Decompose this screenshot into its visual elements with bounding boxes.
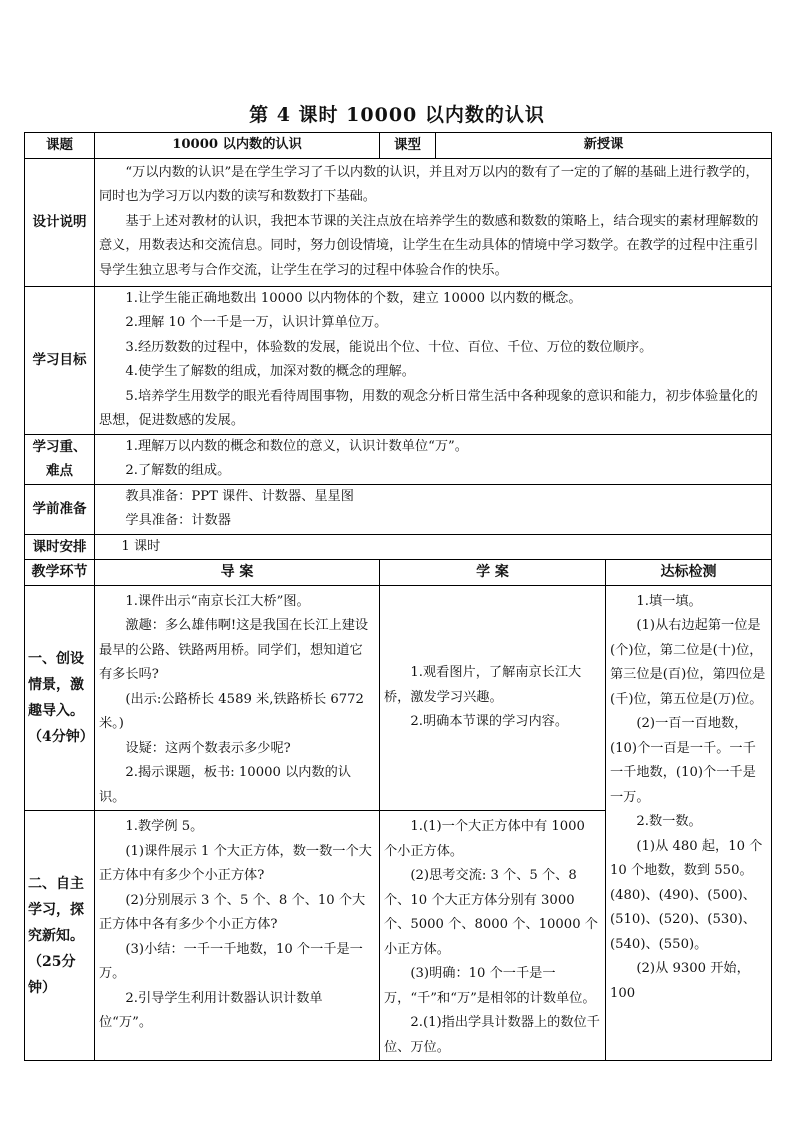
study-header: 学 案	[380, 560, 606, 586]
stage1-guide	[95, 585, 380, 811]
check-item: (2)从 9300 开始，100	[610, 961, 750, 1001]
stage1-name	[25, 585, 95, 811]
prep-row	[25, 484, 772, 534]
topic-row	[25, 133, 772, 159]
check-content	[606, 585, 772, 1061]
key-point-item: 1.理解万以内数的概念和数位的意义，认识计数单位“万”。	[125, 438, 468, 454]
schedule-value: 1 课时	[95, 534, 772, 560]
key-points-content	[95, 434, 772, 484]
stage-name-line: 究新知。	[28, 927, 84, 944]
check-item: (1)从 480 起，10 个 10 个地数，数到 550。	[610, 838, 763, 878]
stage-name-line: 情景，激	[28, 676, 84, 693]
lesson-type-label: 课型	[380, 133, 436, 159]
design-label: 设计说明	[25, 158, 95, 286]
stage-name-line: 二、自主	[28, 875, 84, 892]
stage2-name	[25, 811, 95, 1061]
study-item: (3)明确：10 个一千是一万，“千”和“万”是相邻的计数单位。	[384, 966, 596, 1006]
study-item: 1.观看图片，了解南京长江大桥，激发学习兴趣。	[384, 665, 582, 705]
guide-item: (2)分别展示 3 个、5 个、8 个、10 个大正方体中各有多少个小正方体?	[99, 892, 366, 932]
stage-header: 教学环节	[25, 560, 95, 586]
goal-item: 2.理解 10 个一千是一万，认识计算单位万。	[125, 315, 388, 330]
goals-content	[95, 286, 772, 434]
stage-name-line: 学习，探	[28, 901, 84, 918]
lesson-type-value: 新授课	[436, 133, 772, 159]
column-header-row	[25, 560, 772, 586]
stage-name-line: （25分钟）	[28, 953, 76, 996]
design-content	[95, 158, 772, 286]
stage2-study	[380, 811, 606, 1061]
schedule-label: 课时安排	[25, 534, 95, 560]
stage-name-line: 一、创设	[28, 650, 84, 667]
check-item: 1.填一填。	[636, 593, 702, 609]
study-item: (2)思考交流: 3 个、5 个、8 个、10 个大正方体分别有 3000 个、5000 个、8000 个、10000 个小正方体。	[384, 868, 598, 957]
check-item: (1)从右边起第一位是(个)位，第二位是(十)位，第三位是(百)位，第四位是(千)位，第五位是(万)位。	[610, 618, 766, 707]
key-point-item: 2.了解数的组成。	[125, 463, 231, 478]
guide-item: 激趣：多么雄伟啊!这是我国在长江上建设最早的公路、铁路两用桥。同学们，想知道它有多长吗?	[99, 618, 369, 682]
guide-item: 1.教学例 5。	[125, 819, 204, 834]
schedule-row	[25, 534, 772, 560]
goal-item: 3.经历数数的过程中，体验数的发展，能说出个位、十位、百位、千位、万位的数位顺序。	[125, 339, 653, 355]
lesson-plan-table	[24, 132, 772, 1061]
stage1-row	[25, 585, 772, 811]
key-points-label	[25, 434, 95, 484]
topic-label: 课题	[25, 133, 95, 159]
goals-label: 学习目标	[25, 286, 95, 434]
guide-item: (1)课件展示 1 个大正方体，数一数一个大正方体中有多少个小正方体?	[99, 843, 372, 883]
goal-item: 1.让学生能正确地数出 10000 以内物体的个数，建立 10000 以内数的概念。	[125, 290, 582, 306]
design-paragraph: 基于上述对教材的认识，我把本节课的关注点放在培养学生的数感和数数的策略上，结合现实的素材理解数的意义，用数表达和交流信息。同时，努力创设情境，让学生在生动具体的情境中学习数学。在教学的过程中注重引导学生独立思考与合作交流，让学生在学习的过程中体验合作的快乐。	[99, 213, 759, 278]
key-points-label-line: 学习重、	[32, 438, 87, 455]
prep-content	[95, 484, 772, 534]
key-points-row	[25, 434, 772, 484]
design-paragraph: “万以内数的认识”是在学生学习了千以内数的认识，并且对万以内的数有了一定的了解的基础上进行教学的，同时也为学习万以内数的读写和数数打下基础。	[99, 164, 759, 205]
guide-item: (出示:公路桥长 4589 米,铁路桥长 6772 米。)	[99, 691, 364, 731]
goals-row	[25, 286, 772, 434]
study-item: 2.明确本节课的学习内容。	[410, 714, 569, 729]
goal-item: 5.培养学生用数学的眼光看待周围事物，用数的观念分析日常生活中各种现象的意识和能力，初步体验量化的思想，促进数感的发展。	[99, 388, 758, 428]
guide-item: 1.课件出示“南京长江大桥”图。	[125, 593, 310, 609]
prep-item: 教具准备：PPT 课件、计数器、星星图	[125, 488, 354, 504]
stage2-guide	[95, 811, 380, 1061]
guide-item: 2.揭示课题，板书: 10000 以内数的认识。	[99, 765, 352, 805]
check-header: 达标检测	[606, 560, 772, 586]
study-item: 1.(1)一个大正方体中有 1000 个小正方体。	[384, 819, 585, 859]
stage-name-line: （4分钟）	[28, 728, 94, 745]
study-item: 2.(1)指出学具计数器上的数位千位、万位。	[384, 1015, 600, 1055]
guide-header: 导 案	[95, 560, 380, 586]
design-row	[25, 158, 772, 286]
goal-item: 4.使学生了解数的组成，加深对数的概念的理解。	[125, 364, 415, 379]
guide-item: 设疑：这两个数表示多少呢?	[125, 740, 291, 756]
page-title: 第 4 课时 10000 以内数的认识	[249, 104, 545, 126]
check-item: (480)、(490)、(500)、(510)、(520)、(530)、(540)、(550)。	[610, 887, 756, 952]
key-points-label-line: 难点	[46, 463, 73, 479]
prep-item: 学具准备：计数器	[125, 513, 231, 528]
stage1-study	[380, 585, 606, 811]
guide-item: (3)小结：一千一千地数，10 个一千是一万。	[99, 941, 363, 981]
stage-name-line: 趣导入。	[28, 702, 84, 719]
check-item: (2)一百一百地数，(10)个一百是一千。一千一千地数，(10)个一千是一万。	[610, 716, 756, 805]
check-item: 2.数一数。	[636, 814, 702, 829]
prep-label: 学前准备	[25, 484, 95, 534]
topic-value: 10000 以内数的认识	[95, 133, 380, 159]
guide-item: 2.引导学生利用计数器认识计数单位“万”。	[99, 990, 323, 1030]
